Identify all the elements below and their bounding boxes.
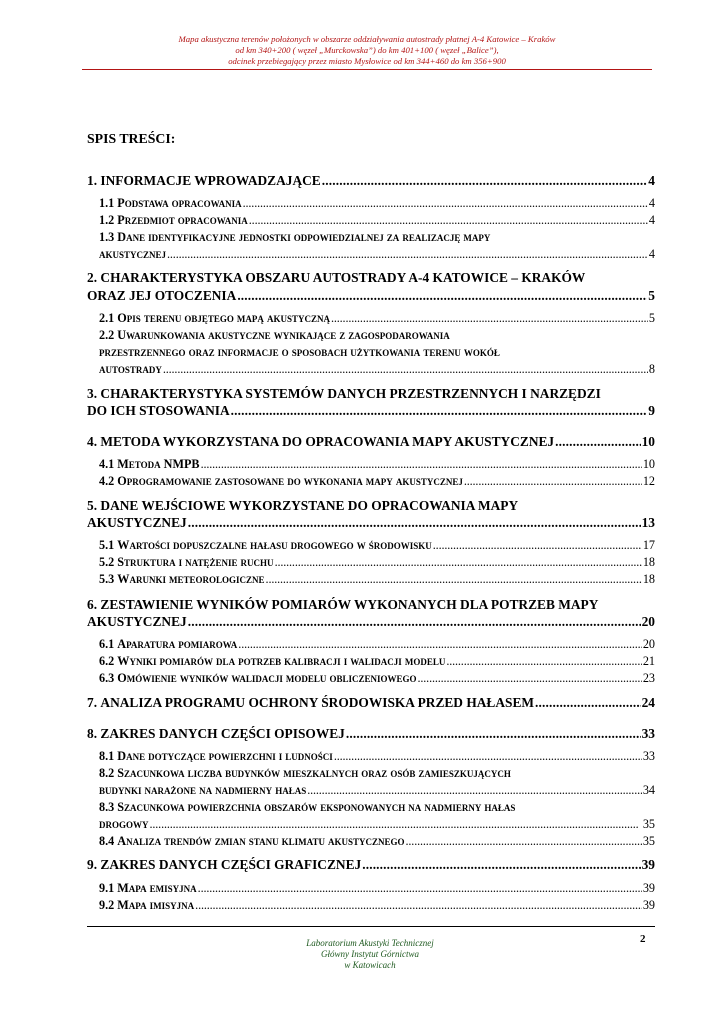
toc-entry-6-3[interactable] <box>87 671 655 686</box>
toc-entry-text: Mapa emisyjna <box>117 881 197 895</box>
toc-entry-page: 18 <box>642 555 655 569</box>
toc-entry-text: DANE WEJŚCIOWE WYKORZYSTANE DO OPRACOWANIA MAPY <box>100 498 519 513</box>
dot-leader <box>535 695 641 711</box>
toc-entry-page: 39 <box>642 898 655 912</box>
toc-entry-number: 5.1 <box>99 538 115 552</box>
dot-leader <box>464 474 642 489</box>
toc-entry-number: 8.2 <box>99 766 115 780</box>
toc-entry-number: 4. <box>87 434 98 449</box>
toc-entry-number: 1.3 <box>99 230 115 244</box>
toc-entry-text: Przedmiot opracowania <box>117 213 248 227</box>
toc-entry-text-cont: DO ICH STOSOWANIA <box>87 403 230 418</box>
dot-leader <box>266 572 642 587</box>
toc-entry-number: 1.2 <box>99 213 115 227</box>
header-line-1: Mapa akustyczna terenów położonych w obszarze oddziaływania autostrady płatnej A-4 Katowice – Kraków <box>178 34 556 44</box>
toc-entry-8-1[interactable] <box>87 749 655 764</box>
dot-leader <box>198 881 642 896</box>
toc-entry-number: 8.4 <box>99 834 115 848</box>
dot-leader <box>150 817 642 832</box>
toc-entry-1-3-line[interactable] <box>87 230 490 245</box>
toc-title: SPIS TREŚCI: <box>87 131 176 146</box>
toc-entry-6-2[interactable] <box>87 654 655 669</box>
toc-entry-page: 10 <box>642 457 655 471</box>
toc-entry-page: 13 <box>641 515 655 530</box>
toc-entry-number: 6. <box>87 597 98 612</box>
toc-entry-2-1[interactable] <box>87 311 655 326</box>
dot-leader <box>201 457 642 472</box>
toc-entry-1[interactable] <box>87 173 655 189</box>
toc-entry-number: 4.2 <box>99 474 115 488</box>
toc-entry-number: 2. <box>87 270 98 285</box>
dot-leader <box>163 362 648 377</box>
toc-entry-text: Wyniki pomiarów dla potrzeb kalibracji i walidacji modelu <box>117 654 446 668</box>
toc-entry-text: Warunki meteorologiczne <box>117 572 265 586</box>
toc-entry-page: 21 <box>642 654 655 668</box>
toc-entry-text: ANALIZA PROGRAMU OCHRONY ŚRODOWISKA PRZED HAŁASEM <box>100 695 535 710</box>
toc-entry-page: 39 <box>641 857 655 872</box>
toc-entry-number: 8.3 <box>99 800 115 814</box>
toc-entry-text-cont: akustycznej <box>99 247 167 261</box>
toc-entry-8-3[interactable] <box>87 817 655 832</box>
toc-entry-9[interactable] <box>87 857 655 873</box>
toc-entry-page: 5 <box>648 311 655 325</box>
toc-entry-text-cont: AKUSTYCZNEJ <box>87 515 187 530</box>
toc-entry-2-2-line-a[interactable] <box>87 328 450 343</box>
toc-entry-page: 4 <box>648 247 655 261</box>
toc-entry-text: Wartości dopuszczalne hałasu drogowego w środowisku <box>117 538 432 552</box>
toc-entry-page: 33 <box>641 726 655 741</box>
toc-entry-text-cont: przestrzennego oraz informacje o sposobach użytkowania terenu wokół <box>99 345 500 359</box>
toc-entry-number: 9.1 <box>99 881 115 895</box>
toc-entry-page: 20 <box>641 614 655 629</box>
toc-entry-number: 1. <box>87 173 98 188</box>
toc-entry-text: Analiza trendów zmian stanu klimatu akustycznego <box>117 834 405 848</box>
toc-entry-text: ZAKRES DANYCH CZĘŚCI OPISOWEJ <box>100 726 345 741</box>
toc-entry-number: 9. <box>87 857 98 872</box>
toc-entry-text: Dane identyfikacyjne jednostki odpowiedzialnej za realizację mapy <box>117 230 491 244</box>
toc-entry-page: 39 <box>642 881 655 895</box>
dot-leader <box>418 671 642 686</box>
toc-entry-number: 6.1 <box>99 637 115 651</box>
toc-entry-page: 4 <box>648 213 655 227</box>
toc-entry-text: CHARAKTERYSTYKA SYSTEMÓW DANYCH PRZESTRZENNYCH I NARZĘDZI <box>100 386 601 401</box>
toc-entry-text: Struktura i natężenie ruchu <box>117 555 274 569</box>
toc-entry-text: METODA WYKORZYSTANA DO OPRACOWANIA MAPY AKUSTYCZNEJ <box>100 434 555 449</box>
toc-entry-page: 35 <box>642 834 655 848</box>
toc-entry-number: 5.3 <box>99 572 115 586</box>
dot-leader <box>346 726 641 742</box>
toc-entry-5-2[interactable] <box>87 555 655 570</box>
footer-line-1: Laboratorium Akustyki Technicznej <box>306 938 434 948</box>
dot-leader <box>362 857 640 873</box>
dot-leader <box>555 434 640 450</box>
toc-entry-number: 5.2 <box>99 555 115 569</box>
page-number: 2 <box>640 933 646 945</box>
toc-entry-text-cont: drogowy <box>99 817 149 831</box>
toc-entry-text: Omówienie wyników walidacji modelu obliczeniowego <box>117 671 417 685</box>
toc-entry-text: Metoda NMPB <box>117 457 200 471</box>
toc-entry-number: 3. <box>87 386 98 401</box>
toc-entry-8-3-line[interactable] <box>87 800 515 815</box>
toc-entry-number: 4.1 <box>99 457 115 471</box>
dot-leader <box>275 555 642 570</box>
toc-entry-page: 4 <box>648 196 655 210</box>
toc-entry-text-cont: autostrady <box>99 362 162 376</box>
dot-leader <box>446 654 641 669</box>
toc-entry-number: 8. <box>87 726 98 741</box>
toc-entry-text: ZESTAWIENIE WYNIKÓW POMIARÓW WYKONANYCH DLA POTRZEB MAPY <box>100 597 599 612</box>
header-divider <box>82 69 652 70</box>
toc-entry-number: 6.3 <box>99 671 115 685</box>
toc-entry-1-2[interactable] <box>87 213 655 228</box>
toc-entry-number: 1.1 <box>99 196 115 210</box>
toc-entry-text-cont: AKUSTYCZNEJ <box>87 614 187 629</box>
dot-leader <box>334 749 642 764</box>
toc-entry-text: Dane dotyczące powierzchni i ludności <box>117 749 333 763</box>
page-header <box>82 34 652 67</box>
toc-entry-8-2[interactable] <box>87 783 655 798</box>
dot-leader <box>433 538 642 553</box>
toc-entry-text: Szacunkowa liczba budynków mieszkalnych oraz osób zamieszkujących <box>117 766 511 780</box>
toc-entry-number: 6.2 <box>99 654 115 668</box>
toc-entry-1-1[interactable] <box>87 196 655 211</box>
toc-entry-8-2-line[interactable] <box>87 766 511 781</box>
toc-entry-text: CHARAKTERYSTYKA OBSZARU AUTOSTRADY A-4 KATOWICE – KRAKÓW <box>100 270 586 285</box>
toc-entry-page: 20 <box>642 637 655 651</box>
toc-entry-text: Oprogramowanie zastosowane do wykonania mapy akustycznej <box>117 474 463 488</box>
toc-entry-8[interactable] <box>87 726 655 742</box>
dot-leader <box>406 834 642 849</box>
footer-line-2: Główny Instytut Górnictwa <box>321 949 419 959</box>
dot-leader <box>322 173 648 189</box>
toc-entry-number: 9.2 <box>99 898 115 912</box>
toc-entry-2-2-line-b[interactable] <box>87 345 500 360</box>
dot-leader <box>167 247 648 262</box>
toc-entry-number: 2.2 <box>99 328 115 342</box>
dot-leader <box>195 898 642 913</box>
toc-entry-page: 18 <box>642 572 655 586</box>
header-line-3: odcinek przebiegający przez miasto Mysłowice od km 344+460 do km 356+900 <box>228 56 506 66</box>
toc-entry-4-1[interactable] <box>87 457 655 472</box>
dot-leader <box>231 403 648 419</box>
toc-entry-5-3[interactable] <box>87 572 655 587</box>
toc-entry-text: Mapa imisyjna <box>117 898 195 912</box>
toc-entry-page: 8 <box>648 362 655 376</box>
toc-entry-9-2[interactable] <box>87 898 655 913</box>
toc-entry-6-line[interactable] <box>87 597 598 613</box>
dot-leader <box>307 783 642 798</box>
toc-entry-1-3[interactable] <box>87 247 655 262</box>
dot-leader <box>188 614 641 630</box>
toc-entry-page: 34 <box>642 783 655 797</box>
toc-entry-number: 2.1 <box>99 311 115 325</box>
dot-leader <box>188 515 641 531</box>
toc-entry-page: 35 <box>642 817 655 831</box>
toc-entry-page: 5 <box>648 288 655 303</box>
toc-entry-text: INFORMACJE WPROWADZAJĄCE <box>100 173 321 188</box>
toc-entry-number: 8.1 <box>99 749 115 763</box>
dot-leader <box>331 311 648 326</box>
toc-entry-page: 33 <box>642 749 655 763</box>
dot-leader <box>238 637 642 652</box>
toc-entry-8-4[interactable] <box>87 834 655 849</box>
footer-line-3: w Katowicach <box>344 960 396 970</box>
toc-entry-2-2[interactable] <box>87 362 655 377</box>
dot-leader <box>237 288 647 304</box>
toc-entry-5-line[interactable] <box>87 498 518 514</box>
toc-entry-number: 7. <box>87 695 98 710</box>
toc-entry-text: Opis terenu objętego mapą akustyczną <box>117 311 330 325</box>
toc-entry-page: 4 <box>648 173 655 188</box>
toc-entry-9-1[interactable] <box>87 881 655 896</box>
toc-entry-2[interactable] <box>87 288 655 304</box>
toc-entry-3[interactable] <box>87 403 655 419</box>
toc-entry-page: 17 <box>642 538 655 552</box>
header-line-2: od km 340+200 ( węzeł „Murckowska”) do km 401+100 ( węzeł „Balice”), <box>235 45 499 55</box>
toc-entry-page: 9 <box>648 403 655 418</box>
toc-entry-text: ZAKRES DANYCH CZĘŚCI GRAFICZNEJ <box>100 857 362 872</box>
toc-entry-page: 23 <box>642 671 655 685</box>
toc-entry-text: Podstawa opracowania <box>117 196 242 210</box>
dot-leader <box>243 196 648 211</box>
toc-entry-3-line[interactable] <box>87 386 601 402</box>
toc-entry-2-line[interactable] <box>87 270 585 286</box>
toc-entry-page: 24 <box>641 695 655 710</box>
toc-entry-text-cont: budynki narażone na nadmierny hałas <box>99 783 307 797</box>
toc-entry-6[interactable] <box>87 614 655 630</box>
toc-entry-5-1[interactable] <box>87 538 655 553</box>
page-footer <box>270 938 470 971</box>
toc-entry-6-1[interactable] <box>87 637 655 652</box>
toc-entry-5[interactable] <box>87 515 655 531</box>
toc-entry-4[interactable] <box>87 434 655 450</box>
toc-entry-4-2[interactable] <box>87 474 655 489</box>
toc-entry-text: Aparatura pomiarowa <box>117 637 238 651</box>
footer-divider <box>87 926 655 927</box>
toc-entry-page: 12 <box>642 474 655 488</box>
toc-entry-page: 10 <box>641 434 655 449</box>
toc-entry-number: 5. <box>87 498 98 513</box>
toc-entry-7[interactable] <box>87 695 655 711</box>
toc-entry-text: Uwarunkowania akustyczne wynikające z zagospodarowania <box>117 328 450 342</box>
toc-entry-text: Szacunkowa powierzchnia obszarów eksponowanych na nadmierny hałas <box>117 800 516 814</box>
dot-leader <box>249 213 648 228</box>
toc-entry-text-cont: ORAZ JEJ OTOCZENIA <box>87 288 237 303</box>
